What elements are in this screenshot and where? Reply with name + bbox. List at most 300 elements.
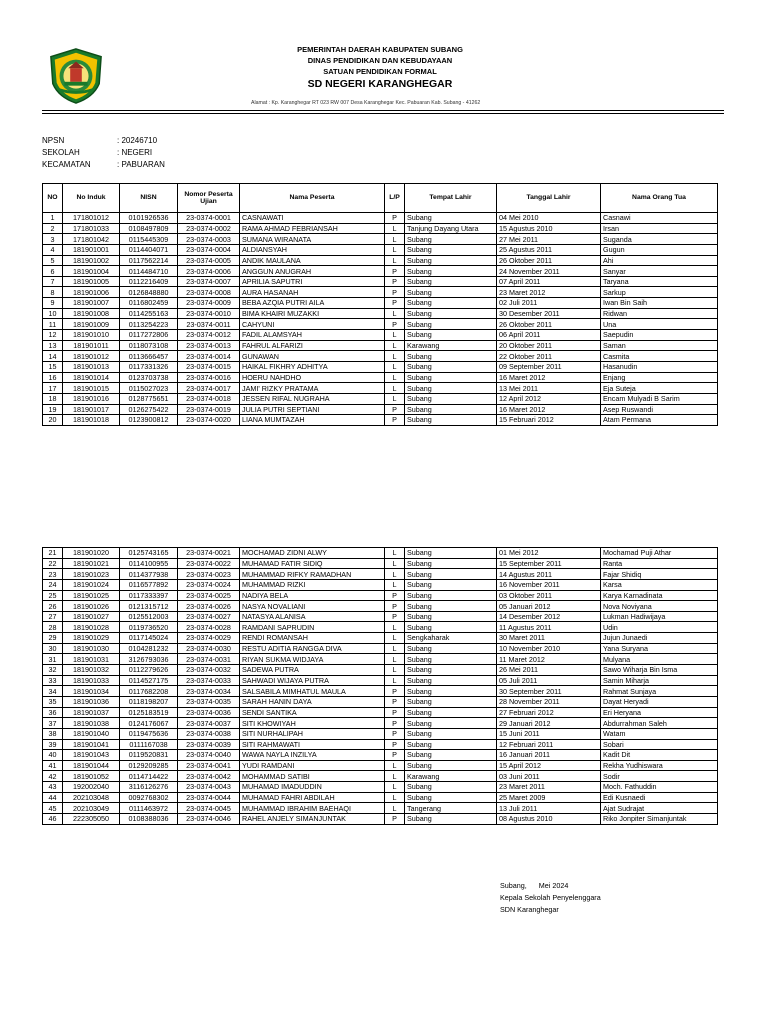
table-cell: P xyxy=(385,213,405,224)
table-cell: Abdurrahman Saleh xyxy=(601,718,718,729)
table-cell: 23-0374-0022 xyxy=(178,558,240,569)
table-cell: 23-0374-0014 xyxy=(178,351,240,362)
table-cell: 181901012 xyxy=(63,351,120,362)
table-cell: 23-0374-0035 xyxy=(178,696,240,707)
table-row xyxy=(43,686,718,697)
table-cell: Samin Miharja xyxy=(601,675,718,686)
table-cell: 30 Desember 2011 xyxy=(497,308,601,319)
table-row xyxy=(43,255,718,266)
table-cell: 0116802459 xyxy=(120,298,178,309)
table-cell: JAMI' RIZKY PRATAMA xyxy=(240,383,385,394)
table-row xyxy=(43,750,718,761)
table-cell: 181901010 xyxy=(63,330,120,341)
table-cell: L xyxy=(385,633,405,644)
table-cell: 43 xyxy=(43,782,63,793)
table-cell: 05 Januari 2012 xyxy=(497,601,601,612)
table-row xyxy=(43,340,718,351)
table-cell: 15 Agustus 2010 xyxy=(497,223,601,234)
table-cell: 38 xyxy=(43,728,63,739)
table-row xyxy=(43,611,718,622)
table-cell: 23-0374-0004 xyxy=(178,244,240,255)
table-cell: 23 Maret 2012 xyxy=(497,287,601,298)
table-row xyxy=(43,665,718,676)
table-cell: 181901016 xyxy=(63,393,120,404)
table-cell: WAWA NAYLA INZILYA xyxy=(240,750,385,761)
table-cell: 23-0374-0013 xyxy=(178,340,240,351)
table-cell: MUHAMAD FATIR SIDIQ xyxy=(240,558,385,569)
table-cell: L xyxy=(385,330,405,341)
table-cell: 23-0374-0046 xyxy=(178,814,240,825)
table-cell: RESTU ADITIA RANGGA DIVA xyxy=(240,643,385,654)
header-divider-thin xyxy=(42,113,724,114)
table-cell: 20 xyxy=(43,415,63,426)
table-cell: SAHWADI WIJAYA PUTRA xyxy=(240,675,385,686)
table-cell: 41 xyxy=(43,760,63,771)
table-cell: 181901037 xyxy=(63,707,120,718)
table-cell: MOHAMMAD SATIBI xyxy=(240,771,385,782)
table-cell: Sanyar xyxy=(601,266,718,277)
table-cell: SITI NURHALIPAH xyxy=(240,728,385,739)
table-cell: MUHAMAD FAHRI ABDILAH xyxy=(240,792,385,803)
table-cell: 181901027 xyxy=(63,611,120,622)
table-row xyxy=(43,728,718,739)
table-cell: 23-0374-0037 xyxy=(178,718,240,729)
table-cell: L xyxy=(385,654,405,665)
table-cell: 23-0374-0017 xyxy=(178,383,240,394)
table-cell: Taryana xyxy=(601,276,718,287)
table-cell: 23-0374-0012 xyxy=(178,330,240,341)
table-cell: 23-0374-0020 xyxy=(178,415,240,426)
table-cell: 26 Oktober 2011 xyxy=(497,319,601,330)
table-cell: 181901040 xyxy=(63,728,120,739)
table-cell: L xyxy=(385,234,405,245)
kabupaten-subang-emblem xyxy=(47,47,105,105)
table-cell: Tanjung Dayang Utara xyxy=(405,223,497,234)
table-cell: 10 November 2010 xyxy=(497,643,601,654)
table-cell: 07 April 2011 xyxy=(497,276,601,287)
table-row xyxy=(43,372,718,383)
table-cell: 23-0374-0001 xyxy=(178,213,240,224)
table-cell: 35 xyxy=(43,696,63,707)
table-cell: 12 Februari 2011 xyxy=(497,739,601,750)
table-cell: BIMA KHAIRI MUZAKKI xyxy=(240,308,385,319)
table-cell: 9 xyxy=(43,298,63,309)
table-cell: 26 xyxy=(43,601,63,612)
table-cell: 3126793036 xyxy=(120,654,178,665)
table-cell: Kadit Dit xyxy=(601,750,718,761)
table-cell: Subang xyxy=(405,590,497,601)
table-cell: 0125183519 xyxy=(120,707,178,718)
table-row xyxy=(43,404,718,415)
table-cell: NASYA NOVALIANI xyxy=(240,601,385,612)
table-cell: 23-0374-0039 xyxy=(178,739,240,750)
table-cell: P xyxy=(385,266,405,277)
col-tempat-lahir: Tempat Lahir xyxy=(405,184,497,213)
table-cell: Edi Kusnaedi xyxy=(601,792,718,803)
table-cell: 181901005 xyxy=(63,276,120,287)
table-cell: 16 Maret 2012 xyxy=(497,372,601,383)
table-cell: Atam Permana xyxy=(601,415,718,426)
table-cell: Subang xyxy=(405,393,497,404)
table-cell: 6 xyxy=(43,266,63,277)
table-cell: Subang xyxy=(405,372,497,383)
table-cell: MUHAMAD IMADUDDIN xyxy=(240,782,385,793)
table-cell: L xyxy=(385,622,405,633)
table-cell: L xyxy=(385,340,405,351)
table-cell: Ridwan xyxy=(601,308,718,319)
table-cell: Ahi xyxy=(601,255,718,266)
table-cell: L xyxy=(385,782,405,793)
table-cell: Ranta xyxy=(601,558,718,569)
school-name: SD NEGERI KARANGHEGAR xyxy=(307,78,453,90)
table-row xyxy=(43,558,718,569)
col-lp: L/P xyxy=(385,184,405,213)
table-cell: 44 xyxy=(43,792,63,803)
table-cell: 05 Juli 2011 xyxy=(497,675,601,686)
table-cell: 23-0374-0019 xyxy=(178,404,240,415)
table-cell: 16 Januari 2011 xyxy=(497,750,601,761)
table-cell: L xyxy=(385,548,405,559)
table-cell: MOCHAMAD ZIDNI ALWY xyxy=(240,548,385,559)
table-cell: 19 xyxy=(43,404,63,415)
table-header-row xyxy=(43,184,718,213)
table-row xyxy=(43,792,718,803)
table-cell: Sobari xyxy=(601,739,718,750)
table-cell: CASNAWATI xyxy=(240,213,385,224)
table-cell: L xyxy=(385,803,405,814)
table-cell: P xyxy=(385,707,405,718)
table-cell: Subang xyxy=(405,696,497,707)
table-cell: Jujun Junaedi xyxy=(601,633,718,644)
table-row xyxy=(43,622,718,633)
table-cell: L xyxy=(385,308,405,319)
table-cell: NADIYA BELA xyxy=(240,590,385,601)
table-cell: Rahmat Sunjaya xyxy=(601,686,718,697)
table-cell: 181901008 xyxy=(63,308,120,319)
table-cell: P xyxy=(385,298,405,309)
table-cell: L xyxy=(385,393,405,404)
table-cell: NATASYA ALANISA xyxy=(240,611,385,622)
table-cell: 0121315712 xyxy=(120,601,178,612)
table-cell: 26 Mei 2011 xyxy=(497,665,601,676)
table-cell: 202103048 xyxy=(63,792,120,803)
table-cell: 181901018 xyxy=(63,415,120,426)
table-cell: 0123900812 xyxy=(120,415,178,426)
table-cell: Riko Jonpiter Simanjuntak xyxy=(601,814,718,825)
table-cell: Moch. Fathuddin xyxy=(601,782,718,793)
table-cell: Eri Heryana xyxy=(601,707,718,718)
header-divider xyxy=(42,110,724,111)
table-cell: Mochamad Puji Athar xyxy=(601,548,718,559)
table-cell: 46 xyxy=(43,814,63,825)
table-cell: 23-0374-0003 xyxy=(178,234,240,245)
table-cell: AURA HASANAH xyxy=(240,287,385,298)
table-row xyxy=(43,590,718,601)
table-cell: 25 Maret 2009 xyxy=(497,792,601,803)
table-cell: Subang xyxy=(405,330,497,341)
table-cell: GUNAWAN xyxy=(240,351,385,362)
table-cell: 0092768302 xyxy=(120,792,178,803)
table-cell: Subang xyxy=(405,266,497,277)
table-cell: Subang xyxy=(405,287,497,298)
table-cell: 181901011 xyxy=(63,340,120,351)
table-cell: APRILIA SAPUTRI xyxy=(240,276,385,287)
table-cell: Subang xyxy=(405,728,497,739)
table-cell: P xyxy=(385,590,405,601)
table-cell: 181901015 xyxy=(63,383,120,394)
table-cell: 23-0374-0043 xyxy=(178,782,240,793)
table-cell: 181901036 xyxy=(63,696,120,707)
table-cell: 181901021 xyxy=(63,558,120,569)
table-cell: 15 April 2012 xyxy=(497,760,601,771)
table-cell: P xyxy=(385,728,405,739)
table-cell: 181901023 xyxy=(63,569,120,580)
table-cell: 0114714422 xyxy=(120,771,178,782)
table-row xyxy=(43,643,718,654)
table-cell: 0101926536 xyxy=(120,213,178,224)
table-cell: Sengkaharak xyxy=(405,633,497,644)
table-cell: Suganda xyxy=(601,234,718,245)
table-cell: 27 xyxy=(43,611,63,622)
table-cell: 23-0374-0034 xyxy=(178,686,240,697)
table-cell: 0112216409 xyxy=(120,276,178,287)
table-cell: Subang xyxy=(405,686,497,697)
table-cell: P xyxy=(385,686,405,697)
table-cell: P xyxy=(385,287,405,298)
table-cell: 14 xyxy=(43,351,63,362)
table-cell: 23-0374-0038 xyxy=(178,728,240,739)
table-cell: Sodir xyxy=(601,771,718,782)
table-cell: 23-0374-0007 xyxy=(178,276,240,287)
table-cell: Casnawi xyxy=(601,213,718,224)
table-cell: 0128775651 xyxy=(120,393,178,404)
table-cell: 16 xyxy=(43,372,63,383)
table-cell: 04 Mei 2010 xyxy=(497,213,601,224)
table-row xyxy=(43,287,718,298)
table-cell: L xyxy=(385,255,405,266)
table-row xyxy=(43,718,718,729)
info-label: KECAMATAN xyxy=(42,160,91,169)
table-cell: YUDI RAMDANI xyxy=(240,760,385,771)
table-cell: L xyxy=(385,558,405,569)
table-row xyxy=(43,579,718,590)
signature-place-date: Subang, Mei 2024 xyxy=(500,881,569,890)
table-row xyxy=(43,393,718,404)
table-row xyxy=(43,760,718,771)
table-cell: 23-0374-0025 xyxy=(178,590,240,601)
table-cell: 23-0374-0028 xyxy=(178,622,240,633)
table-cell: P xyxy=(385,276,405,287)
table-cell: Enjang xyxy=(601,372,718,383)
table-cell: 23-0374-0042 xyxy=(178,771,240,782)
table-cell: 16 November 2011 xyxy=(497,579,601,590)
table-cell: 181901031 xyxy=(63,654,120,665)
table-cell: P xyxy=(385,696,405,707)
table-cell: 30 Maret 2011 xyxy=(497,633,601,644)
table-cell: RIYAN SUKMA WIDJAYA xyxy=(240,654,385,665)
table-cell: FAHRUL ALFARIZI xyxy=(240,340,385,351)
table-cell: L xyxy=(385,675,405,686)
table-cell: 3 xyxy=(43,234,63,245)
table-cell: 181901014 xyxy=(63,372,120,383)
table-cell: 02 Juli 2011 xyxy=(497,298,601,309)
table-cell: 0111463972 xyxy=(120,803,178,814)
table-cell: 23-0374-0024 xyxy=(178,579,240,590)
table-cell: 13 Juli 2011 xyxy=(497,803,601,814)
table-cell: 2 xyxy=(43,223,63,234)
table-cell: Subang xyxy=(405,601,497,612)
table-cell: 181901020 xyxy=(63,548,120,559)
table-cell: 23-0374-0045 xyxy=(178,803,240,814)
table-cell: Subang xyxy=(405,622,497,633)
table-row xyxy=(43,771,718,782)
table-cell: 36 xyxy=(43,707,63,718)
table-cell: 23-0374-0011 xyxy=(178,319,240,330)
table-cell: Subang xyxy=(405,308,497,319)
table-cell: Subang xyxy=(405,665,497,676)
table-cell: HAIKAL FIKHRY ADHITYA xyxy=(240,361,385,372)
table-cell: Subang xyxy=(405,415,497,426)
table-cell: 0117145024 xyxy=(120,633,178,644)
table-cell: HOERU NAHDHO xyxy=(240,372,385,383)
table-row xyxy=(43,814,718,825)
table-row xyxy=(43,308,718,319)
table-cell: 15 Februari 2012 xyxy=(497,415,601,426)
table-cell: MUHAMMAD RIFKY RAMADHAN xyxy=(240,569,385,580)
table-cell: 23-0374-0029 xyxy=(178,633,240,644)
table-cell: 23-0374-0005 xyxy=(178,255,240,266)
table-row xyxy=(43,223,718,234)
table-cell: Subang xyxy=(405,718,497,729)
table-cell: Iwan Bin Saih xyxy=(601,298,718,309)
table-cell: P xyxy=(385,611,405,622)
table-cell: 192002040 xyxy=(63,782,120,793)
table-cell: SUMANA WIRANATA xyxy=(240,234,385,245)
table-cell: 0112279626 xyxy=(120,665,178,676)
table-cell: L xyxy=(385,792,405,803)
table-row xyxy=(43,601,718,612)
table-cell: 31 xyxy=(43,654,63,665)
government-line: PEMERINTAH DAERAH KABUPATEN SUBANG xyxy=(297,45,463,54)
table-cell: 23-0374-0006 xyxy=(178,266,240,277)
table-cell: 21 xyxy=(43,548,63,559)
table-cell: 14 Desember 2012 xyxy=(497,611,601,622)
table-cell: 23-0374-0030 xyxy=(178,643,240,654)
table-cell: 27 Februari 2012 xyxy=(497,707,601,718)
table-cell: 23-0374-0040 xyxy=(178,750,240,761)
table-cell: Subang xyxy=(405,579,497,590)
info-value: : PABUARAN xyxy=(117,160,165,169)
participant-table-page1 xyxy=(42,183,718,426)
table-cell: Nova Noviyana xyxy=(601,601,718,612)
table-cell: SENDI SANTIKA xyxy=(240,707,385,718)
table-cell: 0115027023 xyxy=(120,383,178,394)
table-cell: 23-0374-0008 xyxy=(178,287,240,298)
table-cell: 181901029 xyxy=(63,633,120,644)
table-cell: P xyxy=(385,319,405,330)
table-row xyxy=(43,415,718,426)
table-cell: Subang xyxy=(405,244,497,255)
table-cell: 23-0374-0016 xyxy=(178,372,240,383)
table-cell: L xyxy=(385,665,405,676)
table-cell: 23-0374-0041 xyxy=(178,760,240,771)
table-cell: 0114404071 xyxy=(120,244,178,255)
table-cell: Lukman Hadiwijaya xyxy=(601,611,718,622)
table-cell: 10 xyxy=(43,308,63,319)
table-cell: 0113254223 xyxy=(120,319,178,330)
table-cell: Subang xyxy=(405,319,497,330)
table-cell: 15 September 2011 xyxy=(497,558,601,569)
table-cell: 08 Agustus 2010 xyxy=(497,814,601,825)
table-cell: Subang xyxy=(405,298,497,309)
table-cell: 0125743165 xyxy=(120,548,178,559)
table-cell: 181901006 xyxy=(63,287,120,298)
table-cell: SARAH HANIN DAYA xyxy=(240,696,385,707)
col-tanggal-lahir: Tanggal Lahir xyxy=(497,184,601,213)
table-cell: 03 Oktober 2011 xyxy=(497,590,601,601)
col-no: NO xyxy=(43,184,63,213)
table-cell: Karya Karnadinata xyxy=(601,590,718,601)
table-row xyxy=(43,782,718,793)
table-cell: Encam Mulyadi B Sarim xyxy=(601,393,718,404)
col-nama-orang-tua: Nama Orang Tua xyxy=(601,184,718,213)
table-cell: 0126275422 xyxy=(120,404,178,415)
table-cell: 0114527175 xyxy=(120,675,178,686)
table-cell: 5 xyxy=(43,255,63,266)
table-cell: Subang xyxy=(405,351,497,362)
table-cell: Rekha Yudhiswara xyxy=(601,760,718,771)
table-cell: P xyxy=(385,739,405,750)
letterhead xyxy=(230,44,530,92)
table-cell: L xyxy=(385,372,405,383)
table-cell: 23-0374-0018 xyxy=(178,393,240,404)
unit-line: SATUAN PENDIDIKAN FORMAL xyxy=(323,67,437,76)
col-nama-peserta: Nama Peserta xyxy=(240,184,385,213)
col-nomor-peserta: Nomor Peserta Ujian xyxy=(178,184,240,213)
table-cell: 0114377938 xyxy=(120,569,178,580)
table-cell: 8 xyxy=(43,287,63,298)
table-cell: 181901024 xyxy=(63,579,120,590)
table-cell: 34 xyxy=(43,686,63,697)
table-cell: 13 Mei 2011 xyxy=(497,383,601,394)
table-cell: 3116126276 xyxy=(120,782,178,793)
table-cell: 181901007 xyxy=(63,298,120,309)
table-cell: 0126848880 xyxy=(120,287,178,298)
table-cell: 23-0374-0010 xyxy=(178,308,240,319)
table-cell: 14 Agustus 2011 xyxy=(497,569,601,580)
table-cell: BEBA AZQIA PUTRI AILA xyxy=(240,298,385,309)
table-cell: 181901026 xyxy=(63,601,120,612)
table-cell: 181901034 xyxy=(63,686,120,697)
table-cell: 11 xyxy=(43,319,63,330)
table-cell: RENDI ROMANSAH xyxy=(240,633,385,644)
table-cell: P xyxy=(385,718,405,729)
table-cell: P xyxy=(385,404,405,415)
table-cell: L xyxy=(385,760,405,771)
table-cell: 0117331326 xyxy=(120,361,178,372)
table-row xyxy=(43,548,718,559)
table-cell: Saman xyxy=(601,340,718,351)
table-row xyxy=(43,569,718,580)
table-cell: 0108497809 xyxy=(120,223,178,234)
table-cell: 42 xyxy=(43,771,63,782)
table-cell: Sarkup xyxy=(601,287,718,298)
table-cell: Subang xyxy=(405,558,497,569)
signature-title: Kepala Sekolah Penyelenggara xyxy=(500,893,601,902)
table-cell: 33 xyxy=(43,675,63,686)
table-cell: 23-0374-0036 xyxy=(178,707,240,718)
table-cell: RAHEL ANJELY SIMANJUNTAK xyxy=(240,814,385,825)
